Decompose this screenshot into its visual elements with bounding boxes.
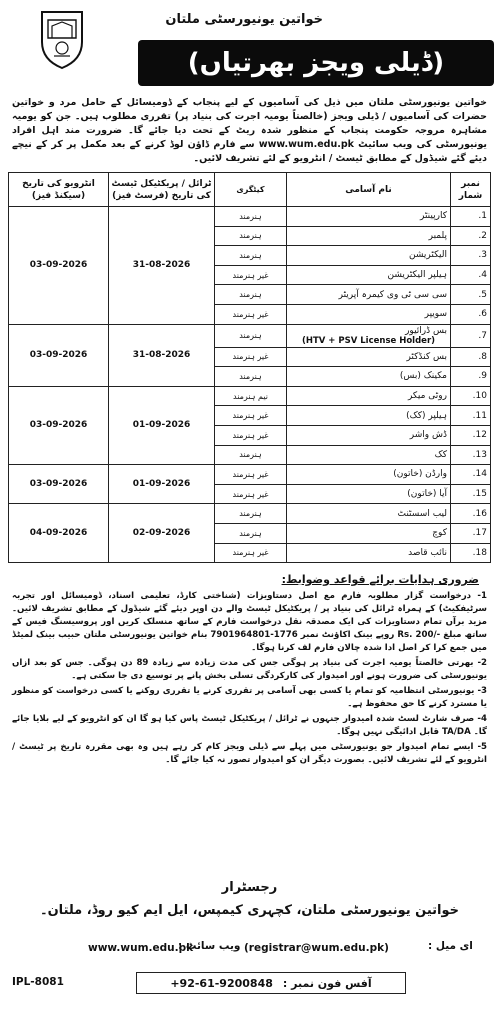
interview-date: 03-09-2026 xyxy=(9,207,109,325)
row-category: ہنرمند xyxy=(215,246,287,266)
row-no: 1. xyxy=(451,207,491,227)
row-post: کوچ xyxy=(287,523,451,543)
instruction-item: 5- ایسے تمام امیدوار جو یونیورسٹی میں پہلے سے ڈیلی ویجز کام کر رہے ہیں وہ بھی مقررہ تاریخ پر ٹیسٹ / انٹرویو کے لئے تشریف لائیں۔ بصورت دیگر ان کو امیدوار تصور نہ کیا جائے گا۔ xyxy=(12,742,487,766)
row-category: ہنرمند xyxy=(215,367,287,387)
row-category: ہنرمند xyxy=(215,207,287,227)
row-post-note: (HTV + PSV License Holder) xyxy=(301,335,436,346)
row-post: بس کنڈکٹر xyxy=(287,347,451,367)
website-label: ویب سائٹ : xyxy=(178,940,241,952)
row-category: غیر ہنرمند xyxy=(215,347,287,367)
footer xyxy=(8,880,491,990)
row-no: 14. xyxy=(451,465,491,485)
phone-number[interactable]: +92-61-9200848 xyxy=(170,976,273,990)
row-no: 12. xyxy=(451,425,491,445)
header-interview-date: انٹرویو کی تاریخ (سیکنڈ فیز) xyxy=(9,173,109,207)
header-post: نام آسامی xyxy=(287,173,451,207)
instruction-item: 1- درخواست گزار مطلوبہ فارم مع اصل دستاویزات (شناختی کارڈ، تعلیمی اسناد، ڈومیسائل اور تجربہ سرٹیفکیٹ) کے ہمراہ ٹرائل کی بنیاد پر / پریکٹیکل ٹیسٹ والے دن اوپر دیئے گئے شیڈول کے مطابق تشریف لائیں۔ مزید برآں تمام دستاویزات کی ایک مصدقہ نقل درخواست فارم کے ساتھ منسلک کریں اور پروسیسنگ فیس کے ساتھ مبلغ -/Rs. 200 روپے بینک اکاؤنٹ نمبر 1776-7901964801 بنام خواتین یونیورسٹی ملتان حبیب بینک لمیٹڈ میں جمع کرا کر اصل ادا شدہ چالان فارم لف کرنا ہوگا۔ xyxy=(12,591,487,654)
row-post xyxy=(287,324,451,347)
test-date: 31-08-2026 xyxy=(109,324,215,386)
row-post: نائب قاصد xyxy=(287,543,451,563)
row-category: ہنرمند xyxy=(215,504,287,524)
row-category: غیر ہنرمند xyxy=(215,304,287,324)
row-no: 8. xyxy=(451,347,491,367)
registrar-title: رجسٹرار xyxy=(221,880,278,895)
registrar-address: خواتین یونیورسٹی ملتان، کچہری کیمپس، ایل ایم کیو روڈ، ملتان۔ xyxy=(39,903,460,918)
header-test-date: ٹرائل / پریکٹیکل ٹیسٹ کی تاریخ (فرسٹ فیز) xyxy=(109,173,215,207)
intro-paragraph: خواتین یونیورسٹی ملتان میں ذیل کی آسامیوں کے لیے پنجاب کے ڈومیسائل کے حامل مرد و خواتین حضرات کی آسامیوں / ڈیلی ویجز (خالصتاً یومیہ اجرت کی بنیاد پر) تقرری مطلوب ہیں۔ جن کو یومیہ مشاہرہ مروجہ حکومت پنجاب کے منظور شدہ ریٹ کے تحت دیا جائے گا۔ ضرورت مند اہل افراد یونیورسٹی کی ویب سائیٹ www.wum.edu.pk سے فارم ڈاؤن لوڈ کرنے کے بعد مکمل پر کر کے نیچے دیئے گئے شیڈول کے مطابق ٹیسٹ / انٹرویو کے لئے تشریف لائیں۔ xyxy=(12,97,488,164)
row-post: الیکٹریشن xyxy=(287,246,451,266)
row-post: کارپینٹر xyxy=(287,207,451,227)
table-row xyxy=(9,465,491,485)
row-post: روٹی میکر xyxy=(287,386,451,406)
test-date: 02-09-2026 xyxy=(109,504,215,563)
interview-date: 03-09-2026 xyxy=(9,386,109,464)
row-category: ہنرمند xyxy=(215,285,287,305)
row-no: 10. xyxy=(451,386,491,406)
row-no: 15. xyxy=(451,484,491,504)
row-no: 16. xyxy=(451,504,491,524)
header-category: کیٹگری xyxy=(215,173,287,207)
test-date: 31-08-2026 xyxy=(109,207,215,325)
row-post: مکینک (بس) xyxy=(287,367,451,387)
table-row xyxy=(9,324,491,347)
interview-date: 03-09-2026 xyxy=(9,465,109,504)
row-post: سویپر xyxy=(287,304,451,324)
row-no: 18. xyxy=(451,543,491,563)
test-date: 01-09-2026 xyxy=(109,465,215,504)
phone-label: آفس فون نمبر : xyxy=(282,976,372,990)
row-post: ہیلپر الیکٹریشن xyxy=(287,265,451,285)
row-post: کک xyxy=(287,445,451,465)
university-logo xyxy=(38,8,86,70)
email-link[interactable]: (registrar@wum.edu.pk) xyxy=(244,942,389,954)
row-post: آیا (خاتون) xyxy=(287,484,451,504)
table-row xyxy=(9,386,491,406)
row-category: غیر ہنرمند xyxy=(215,425,287,445)
jobs-table xyxy=(8,172,491,563)
test-date: 01-09-2026 xyxy=(109,386,215,464)
row-post: پلمبر xyxy=(287,226,451,246)
row-category: غیر ہنرمند xyxy=(215,406,287,426)
ipl-code: IPL-8081 xyxy=(12,976,64,988)
header xyxy=(8,6,491,92)
row-no: 2. xyxy=(451,226,491,246)
row-category: غیر ہنرمند xyxy=(215,484,287,504)
row-category: ہنرمند xyxy=(215,324,287,347)
row-category: غیر ہنرمند xyxy=(215,543,287,563)
row-post: سی سی ٹی وی کیمرہ آپریٹر xyxy=(287,285,451,305)
table-row xyxy=(9,207,491,227)
header-no: نمبر شمار xyxy=(451,173,491,207)
table-row xyxy=(9,504,491,524)
row-post: لیب اسسٹنٹ xyxy=(287,504,451,524)
instructions-title: ضروری ہدایات برائے قواعد وضوابط: xyxy=(281,573,479,587)
interview-date: 04-09-2026 xyxy=(9,504,109,563)
row-no: 5. xyxy=(451,285,491,305)
row-no: 7. xyxy=(451,324,491,347)
row-category: غیر ہنرمند xyxy=(215,465,287,485)
row-category: غیر ہنرمند xyxy=(215,265,287,285)
row-no: 17. xyxy=(451,523,491,543)
email-label: ای میل : xyxy=(428,940,473,952)
instructions-list xyxy=(8,590,491,767)
row-no: 9. xyxy=(451,367,491,387)
website-link[interactable]: www.wum.edu.pk xyxy=(88,942,194,954)
banner-title: (ڈیلی ویجز بھرتیاں) xyxy=(138,40,494,86)
instruction-item: 2- بھرتی خالصتاً یومیہ اجرت کی بنیاد پر ہوگی جس کی مدت زیادہ سے زیادہ 89 دن ہوگی۔ جس کو بعد ازاں یونیورسٹی کی ضرورت ہونے اور امیدوار کی کارکردگی تسلی بخش پانے پر توسیع دی جا سکتی ہے۔ xyxy=(12,658,487,682)
row-no: 13. xyxy=(451,445,491,465)
row-no: 11. xyxy=(451,406,491,426)
row-post: ہیلپر (کک) xyxy=(287,406,451,426)
row-no: 6. xyxy=(451,304,491,324)
instruction-item: 4- صرف شارٹ لسٹ شدہ امیدوار جنہوں نے ٹرائل / پریکٹیکل ٹیسٹ پاس کیا ہو گا ان کو انٹرویو کے لیے بلایا جائے گا۔ TA/DA قابل ادائیگی نہیں ہوگا۔ xyxy=(12,714,487,738)
interview-date: 03-09-2026 xyxy=(9,324,109,386)
row-category: ہنرمند xyxy=(215,226,287,246)
row-category: ہنرمند xyxy=(215,445,287,465)
row-post-label: بس ڈرائیور xyxy=(405,325,447,336)
phone-box xyxy=(136,972,406,994)
row-no: 3. xyxy=(451,246,491,266)
row-no: 4. xyxy=(451,265,491,285)
row-category: نیم ہنرمند xyxy=(215,386,287,406)
row-post: وارڈن (خاتون) xyxy=(287,465,451,485)
instruction-item: 3- یونیورسٹی انتظامیہ کو تمام یا کسی بھی آسامی پر تقرری کرنے یا تقرری روکنے یا کسی درخواست کو منظور یا مسترد کرنے کا حق محفوظ ہے۔ xyxy=(12,686,487,710)
row-category: ہنرمند xyxy=(215,523,287,543)
university-name: خواتین یونیورسٹی ملتان xyxy=(165,12,323,27)
row-post: ڈش واشر xyxy=(287,425,451,445)
phone-row xyxy=(8,972,491,994)
table-header-row xyxy=(9,173,491,207)
contact-row xyxy=(8,940,491,962)
